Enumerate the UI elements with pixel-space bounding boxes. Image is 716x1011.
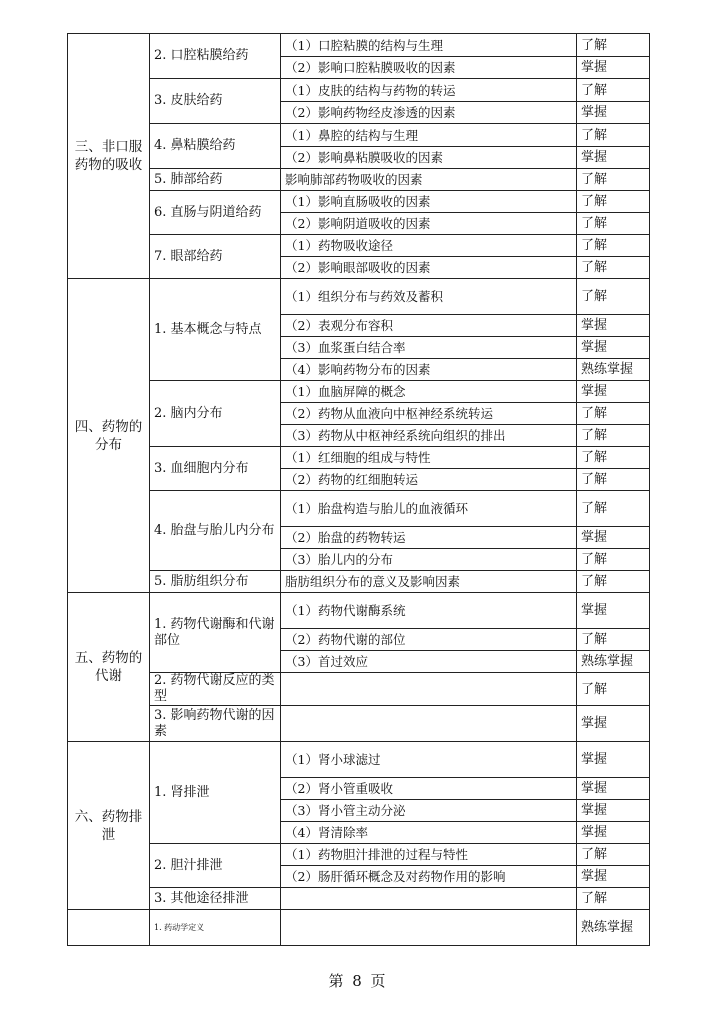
requirement-cell: 熟练掌握 bbox=[577, 359, 650, 381]
subtopic-cell: （1）药物吸收途径 bbox=[281, 235, 577, 257]
requirement-cell: 了解 bbox=[577, 169, 650, 191]
subtopic-cell: （2）影响阴道吸收的因素 bbox=[281, 213, 577, 235]
topic-cell: 2. 药物代谢反应的类型 bbox=[150, 673, 281, 706]
topic-cell: 1. 药物代谢酶和代谢部位 bbox=[150, 593, 281, 673]
topic-cell: 3. 皮肤给药 bbox=[150, 79, 281, 124]
table-row bbox=[68, 673, 650, 706]
subtopic-cell: 脂肪组织分布的意义及影响因素 bbox=[281, 571, 577, 593]
requirement-cell: 掌握 bbox=[577, 102, 650, 124]
subtopic-cell: （2）影响眼部吸收的因素 bbox=[281, 257, 577, 279]
syllabus-table bbox=[67, 33, 650, 946]
requirement-cell: 了解 bbox=[577, 34, 650, 57]
subtopic-cell: （2）影响药物经皮渗透的因素 bbox=[281, 102, 577, 124]
table-row bbox=[68, 34, 650, 57]
subtopic-cell bbox=[281, 706, 577, 742]
page-number: 第 8 页 bbox=[328, 972, 388, 990]
table-body bbox=[68, 34, 650, 946]
requirement-cell: 掌握 bbox=[577, 147, 650, 169]
subtopic-cell: （2）肠肝循环概念及对药物作用的影响 bbox=[281, 866, 577, 888]
subtopic-cell: （1）影响直肠吸收的因素 bbox=[281, 191, 577, 213]
subtopic-cell: （2）胎盘的药物转运 bbox=[281, 527, 577, 549]
unit-cell: 四、药物的分布 bbox=[68, 279, 150, 593]
subtopic-cell: （2）药物的红细胞转运 bbox=[281, 469, 577, 491]
subtopic-cell: （2）影响鼻粘膜吸收的因素 bbox=[281, 147, 577, 169]
table-row bbox=[68, 191, 650, 213]
subtopic-cell: （1）口腔粘膜的结构与生理 bbox=[281, 34, 577, 57]
topic-cell: 5. 肺部给药 bbox=[150, 169, 281, 191]
topic-cell: 3. 影响药物代谢的因素 bbox=[150, 706, 281, 742]
subtopic-cell: （2）肾小管重吸收 bbox=[281, 778, 577, 800]
requirement-cell: 了解 bbox=[577, 213, 650, 235]
requirement-cell: 了解 bbox=[577, 629, 650, 651]
subtopic-cell: （4）影响药物分布的因素 bbox=[281, 359, 577, 381]
requirement-cell: 掌握 bbox=[577, 706, 650, 742]
subtopic-cell: （2）影响口腔粘膜吸收的因素 bbox=[281, 57, 577, 79]
requirement-cell: 了解 bbox=[577, 491, 650, 527]
subtopic-cell: （1）皮肤的结构与药物的转运 bbox=[281, 79, 577, 102]
requirement-cell: 了解 bbox=[577, 888, 650, 910]
requirement-cell: 掌握 bbox=[577, 57, 650, 79]
subtopic-cell: （1）鼻腔的结构与生理 bbox=[281, 124, 577, 147]
table-row bbox=[68, 844, 650, 866]
topic-cell: 3. 血细胞内分布 bbox=[150, 447, 281, 491]
subtopic-cell: （2）药物代谢的部位 bbox=[281, 629, 577, 651]
requirement-cell: 了解 bbox=[577, 257, 650, 279]
requirement-cell: 掌握 bbox=[577, 742, 650, 778]
requirement-cell: 掌握 bbox=[577, 381, 650, 403]
table-row bbox=[68, 381, 650, 403]
requirement-cell: 了解 bbox=[577, 79, 650, 102]
subtopic-cell bbox=[281, 910, 577, 946]
subtopic-cell: （3）血浆蛋白结合率 bbox=[281, 337, 577, 359]
requirement-cell: 了解 bbox=[577, 673, 650, 706]
requirement-cell: 掌握 bbox=[577, 866, 650, 888]
subtopic-cell: （3）药物从中枢神经系统向组织的排出 bbox=[281, 425, 577, 447]
subtopic-cell: （1）胎盘构造与胎儿的血液循环 bbox=[281, 491, 577, 527]
unit-cell: 三、非口服药物的吸收 bbox=[68, 34, 150, 279]
table-row bbox=[68, 910, 650, 946]
topic-cell: 1. 药动学定义 bbox=[150, 910, 281, 946]
subtopic-cell: （2）表观分布容积 bbox=[281, 315, 577, 337]
requirement-cell: 了解 bbox=[577, 549, 650, 571]
unit-cell: 六、药物排泄 bbox=[68, 742, 150, 910]
unit-cell: 五、药物的代谢 bbox=[68, 593, 150, 742]
table-row bbox=[68, 888, 650, 910]
table-row bbox=[68, 571, 650, 593]
subtopic-cell bbox=[281, 888, 577, 910]
subtopic-cell: （1）肾小球滤过 bbox=[281, 742, 577, 778]
topic-cell: 2. 脑内分布 bbox=[150, 381, 281, 447]
table-row bbox=[68, 279, 650, 315]
topic-cell: 2. 胆汁排泄 bbox=[150, 844, 281, 888]
requirement-cell: 了解 bbox=[577, 425, 650, 447]
requirement-cell: 掌握 bbox=[577, 593, 650, 629]
table-row bbox=[68, 124, 650, 147]
requirement-cell: 掌握 bbox=[577, 337, 650, 359]
subtopic-cell: （2）药物从血液向中枢神经系统转运 bbox=[281, 403, 577, 425]
requirement-cell: 了解 bbox=[577, 191, 650, 213]
table-row bbox=[68, 491, 650, 527]
subtopic-cell: （1）药物胆汁排泄的过程与特性 bbox=[281, 844, 577, 866]
topic-cell: 1. 肾排泄 bbox=[150, 742, 281, 844]
topic-cell: 7. 眼部给药 bbox=[150, 235, 281, 279]
requirement-cell: 掌握 bbox=[577, 800, 650, 822]
table-row bbox=[68, 169, 650, 191]
subtopic-cell: （4）肾清除率 bbox=[281, 822, 577, 844]
requirement-cell: 掌握 bbox=[577, 822, 650, 844]
requirement-cell: 了解 bbox=[577, 447, 650, 469]
requirement-cell: 了解 bbox=[577, 469, 650, 491]
requirement-cell: 掌握 bbox=[577, 778, 650, 800]
table-row bbox=[68, 79, 650, 102]
subtopic-cell: （1）药物代谢酶系统 bbox=[281, 593, 577, 629]
topic-cell: 2. 口腔粘膜给药 bbox=[150, 34, 281, 79]
requirement-cell: 了解 bbox=[577, 235, 650, 257]
requirement-cell: 了解 bbox=[577, 403, 650, 425]
requirement-cell: 了解 bbox=[577, 571, 650, 593]
topic-cell: 3. 其他途径排泄 bbox=[150, 888, 281, 910]
topic-cell: 1. 基本概念与特点 bbox=[150, 279, 281, 381]
subtopic-cell: （3）肾小管主动分泌 bbox=[281, 800, 577, 822]
subtopic-cell: （1）血脑屏障的概念 bbox=[281, 381, 577, 403]
table-row bbox=[68, 447, 650, 469]
subtopic-cell: （1）组织分布与药效及蓄积 bbox=[281, 279, 577, 315]
topic-cell: 5. 脂肪组织分布 bbox=[150, 571, 281, 593]
requirement-cell: 掌握 bbox=[577, 315, 650, 337]
subtopic-cell: 影响肺部药物吸收的因素 bbox=[281, 169, 577, 191]
topic-cell: 6. 直肠与阴道给药 bbox=[150, 191, 281, 235]
requirement-cell: 了解 bbox=[577, 279, 650, 315]
requirement-cell: 熟练掌握 bbox=[577, 910, 650, 946]
requirement-cell: 掌握 bbox=[577, 527, 650, 549]
requirement-cell: 了解 bbox=[577, 124, 650, 147]
table-row bbox=[68, 235, 650, 257]
topic-cell: 4. 鼻粘膜给药 bbox=[150, 124, 281, 169]
unit-cell bbox=[68, 910, 150, 946]
subtopic-cell: （1）红细胞的组成与特性 bbox=[281, 447, 577, 469]
requirement-cell: 熟练掌握 bbox=[577, 651, 650, 673]
table-row bbox=[68, 742, 650, 778]
table-row bbox=[68, 593, 650, 629]
topic-cell: 4. 胎盘与胎儿内分布 bbox=[150, 491, 281, 571]
requirement-cell: 了解 bbox=[577, 844, 650, 866]
table-row bbox=[68, 706, 650, 742]
subtopic-cell: （3）胎儿内的分布 bbox=[281, 549, 577, 571]
subtopic-cell: （3）首过效应 bbox=[281, 651, 577, 673]
subtopic-cell bbox=[281, 673, 577, 706]
